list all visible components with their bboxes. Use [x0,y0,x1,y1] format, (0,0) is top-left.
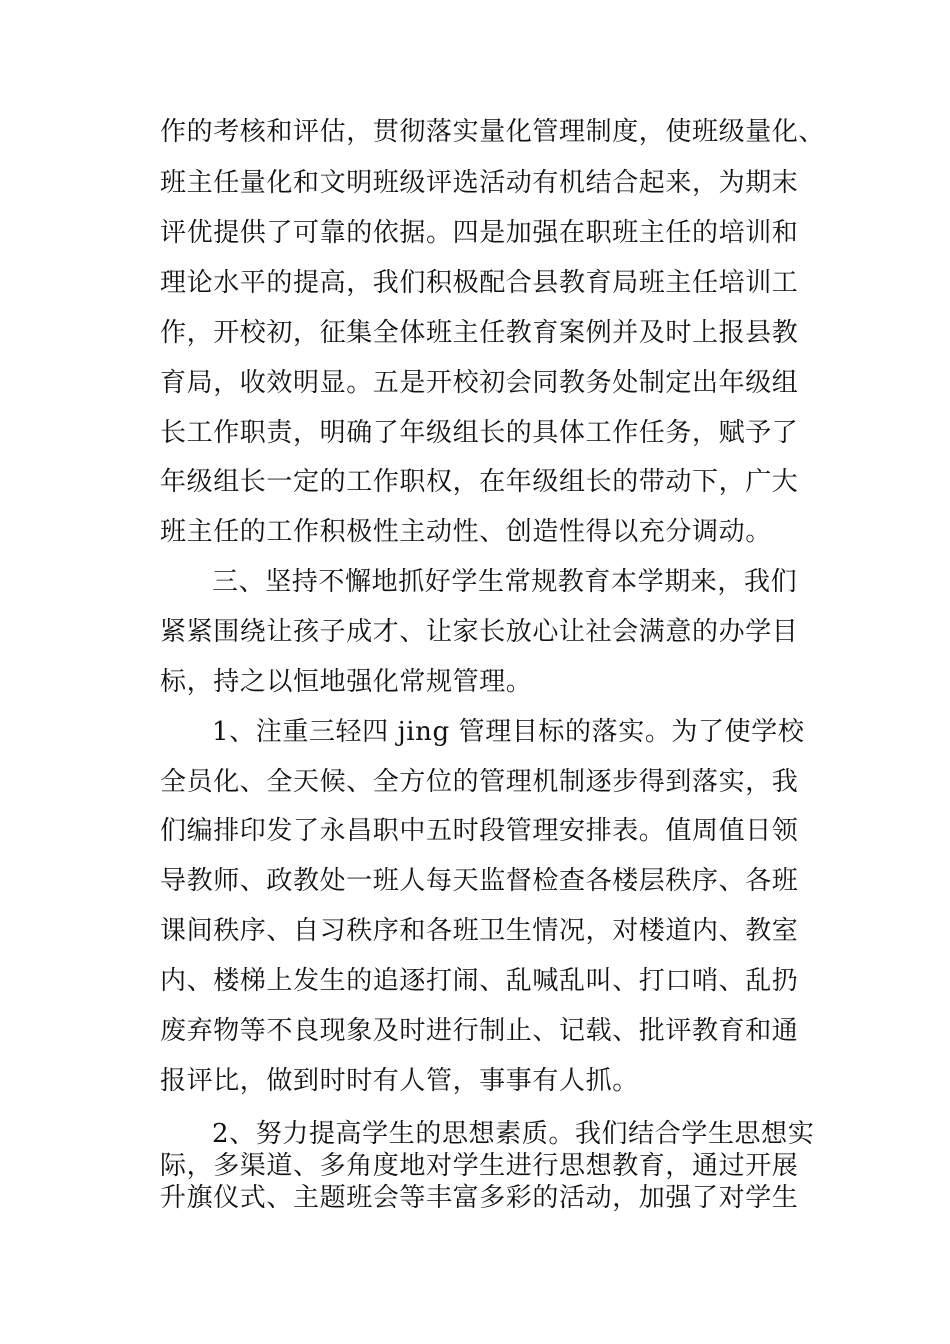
text-line-23: 升旗仪式、主题班会等丰富多彩的活动，加强了对学生 [160,1183,799,1213]
text-line-12: 标，持之以恒地强化常规管理。 [160,667,533,697]
text-line-14: 全员化、全天候、全方位的管理机制逐步得到落实，我 [160,767,799,797]
text-line-20: 报评比，做到时时有人管，事事有人抓。 [160,1066,639,1096]
text-line-4: 理论水平的提高，我们积极配合县教育局班主任培训工 [160,268,799,298]
text-line-1: 作的考核和评估，贯彻落实量化管理制度，使班级量化、 [160,117,826,147]
section-three-paragraph-start: 三、坚持不懈地抓好学生常规教育本学期来，我们 [212,567,798,597]
text-line-19: 废弃物等不良现象及时进行制止、记载、批评教育和通 [160,1016,799,1046]
text-line-15: 们编排印发了永昌职中五时段管理安排表。值周值日领 [160,816,799,846]
text-line-2: 班主任量化和文明班级评选活动有机结合起来，为期末 [160,168,799,198]
text-line-16: 导教师、政教处一班人每天监督检查各楼层秩序、各班 [160,866,799,896]
text-line-18: 内、楼梯上发生的追逐打闹、乱喊乱叫、打口哨、乱扔 [160,966,799,996]
text-line-3: 评优提供了可靠的依据。四是加强在职班主任的培训和 [160,218,799,248]
text-line-8: 年级组长一定的工作职权，在年级组长的带动下，广大 [160,467,799,497]
text-line-6: 育局，收效明显。五是开校初会同教务处制定出年级组 [160,368,799,398]
item-two-paragraph-start: 2、努力提高学生的思想素质。我们结合学生思想实 [212,1119,815,1149]
text-line-22: 际，多渠道、多角度地对学生进行思想教育，通过开展 [160,1151,799,1181]
text-line-7: 长工作职责，明确了年级组长的具体工作任务，赋予了 [160,418,799,448]
text-line-17: 课间秩序、自习秩序和各班卫生情况，对楼道内、教室 [160,916,799,946]
item-one-paragraph-start: 1、注重三轻四 jing 管理目标的落实。为了使学校 [212,717,805,747]
text-line-9: 班主任的工作积极性主动性、创造性得以充分调动。 [160,517,772,547]
text-line-11: 紧紧围绕让孩子成才、让家长放心让社会满意的办学目 [160,617,799,647]
text-line-5: 作，开校初，征集全体班主任教育案例并及时上报县教 [160,318,799,348]
